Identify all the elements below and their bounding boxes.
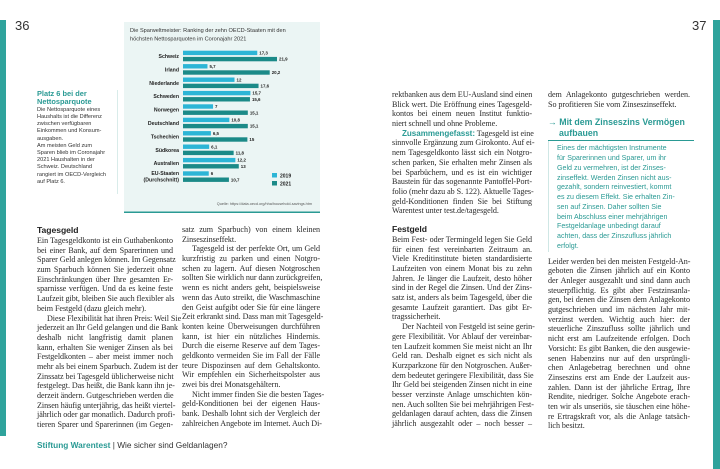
text-line: Durch die eiserne Reserve auf dem Tages- bbox=[182, 341, 320, 351]
category-label: (Durchschnitt) bbox=[143, 177, 179, 184]
data-label: 11,8 bbox=[235, 150, 244, 156]
paragraph bbox=[548, 90, 690, 109]
category-label: Schweiz bbox=[158, 54, 179, 60]
legend-swatch-2019 bbox=[272, 173, 277, 178]
text-line: satz zum Sparbuch) von einem kleinen bbox=[182, 225, 320, 234]
sidebar-line: rangiert im OECD-Vergleich bbox=[37, 171, 107, 178]
sidebar-line: 2021 Haushalten in der bbox=[37, 157, 95, 164]
page-number-right: 37 bbox=[692, 18, 707, 33]
data-label: 12,2 bbox=[237, 157, 246, 163]
text-line: zwei bis drei Monatsgehältern. bbox=[182, 380, 281, 389]
text-line: geld-Konditionen finden Sie bei Stiftung bbox=[392, 196, 532, 206]
page-number-left: 36 bbox=[15, 18, 30, 33]
category-label: Südkorea bbox=[155, 147, 179, 154]
left-edge-tab bbox=[0, 20, 6, 436]
text-line: Baustein für das sogenannte Pantoffel-Port- bbox=[392, 177, 532, 187]
text-column-2 bbox=[182, 225, 325, 428]
text-line: zahlen. Dann ist der jährliche Ertrag, Ihre bbox=[548, 382, 690, 392]
text-column-1 bbox=[37, 225, 182, 430]
text-line: Blick wert. Die Eröffnung eines Tagesgeld- bbox=[392, 99, 532, 109]
text-line: kann, erhalten Sie weniger Zinsen als bei bbox=[37, 342, 173, 352]
text-line: kontos bei einem neuen Institut funktio- bbox=[392, 109, 532, 119]
data-label: 5,7 bbox=[209, 63, 216, 69]
text-line: Einschränkungen über Ihre gesamten Er- bbox=[37, 274, 173, 284]
text-line: Ihr Geld bei steigenden Zinsen nicht in eine bbox=[392, 380, 532, 390]
text-line: mehr als bei einem Sparbuch. Zudem ist der bbox=[37, 361, 178, 371]
text-line bbox=[392, 129, 532, 139]
text-line: kann, ist hier ein nützliches Hindernis. bbox=[182, 331, 320, 341]
right-edge-tab bbox=[713, 20, 720, 469]
text-line: steuerliche Zinszufluss sollte jährlich und bbox=[548, 324, 690, 334]
bar-2021 bbox=[183, 164, 239, 168]
text-line: jährlich oder gar monatlich. Dadurch profi- bbox=[37, 410, 176, 420]
data-label: 17,3 bbox=[259, 50, 268, 56]
data-label: 7 bbox=[215, 104, 218, 110]
bar-2021 bbox=[183, 111, 248, 115]
text-line: geboten die Zinsen jährlich auf ein Konto bbox=[548, 266, 690, 276]
bar-2019 bbox=[183, 78, 235, 82]
text-line: Wir empfehlen ein Sicherheitspolster aus bbox=[182, 370, 320, 380]
bar-2021 bbox=[183, 84, 259, 88]
sidebar-title-line: Nettosparquote bbox=[37, 97, 92, 107]
category-label: Deutschland bbox=[147, 121, 179, 127]
text-line: gere Flexibilität. Vor Ablauf der vereinbar- bbox=[392, 331, 532, 341]
text-line: schen zu lagern. Auf diesen Notgroschen bbox=[182, 263, 320, 273]
bar-2019 bbox=[183, 158, 235, 162]
bar-2021 bbox=[183, 97, 250, 101]
data-label: 6,1 bbox=[211, 144, 218, 150]
text-line: Laufzeiten von einem Monat bis zu zehn bbox=[392, 264, 532, 273]
data-label: 15 bbox=[249, 137, 255, 143]
text-line: sollten Sie wirklich nur dann zurückgreifen, bbox=[182, 273, 323, 283]
text-line: senen Habenzins nur auf den ursprüngli- bbox=[548, 353, 690, 363]
category-label: Australien bbox=[153, 161, 179, 168]
bar-2019 bbox=[183, 91, 250, 95]
data-label: 6 bbox=[210, 171, 214, 177]
savings-chart bbox=[124, 22, 320, 213]
sidebar-body bbox=[37, 107, 117, 186]
tip-title-line: aufbauen bbox=[559, 127, 599, 138]
text-line: beim Festgeld (dazu gleich mehr). bbox=[37, 303, 147, 313]
paragraph bbox=[37, 313, 182, 430]
text-line: für einen fest vereinbarten Zeitraum an. bbox=[392, 244, 532, 254]
text-line: bank. Deshalb lohnt sich der Vergleich der bbox=[182, 409, 320, 419]
text-line: dem bedeutet geringere Flexibilität, dass Sie bbox=[392, 370, 534, 380]
text-line: sind in der Regel die Zinsen. Und der Zins- bbox=[392, 283, 532, 293]
chart-title: Die Sparweltmeister: Ranking der zehn OECD-Staaten mit den bbox=[130, 28, 286, 34]
bar-2021 bbox=[183, 178, 229, 182]
paragraph bbox=[182, 244, 324, 389]
text-column-4 bbox=[548, 90, 690, 431]
tip-line: beim Abschluss einer mehrjährigen bbox=[557, 212, 668, 221]
footer-separator: | bbox=[110, 440, 118, 450]
text-line: bei Sparbüchern, und es ist ein wichtiger bbox=[392, 167, 532, 177]
text-line: kurzfristig zu parken und einen Notgro- bbox=[182, 254, 320, 264]
text-line: gen, bei denen die Zinsen dem Anlagekonto bbox=[548, 295, 690, 305]
text-line: folio (mehr dazu ab S. 122). Aktuelle Tages- bbox=[392, 186, 534, 196]
text-line: schen parken, Sie erhalten mehr Zinsen als bbox=[392, 157, 532, 167]
category-label: Schweden bbox=[153, 94, 179, 101]
paragraph bbox=[392, 235, 532, 322]
paragraph bbox=[182, 389, 325, 429]
sidebar-line: Schweiz. Deutschland bbox=[37, 164, 93, 171]
data-label: 21,9 bbox=[279, 56, 288, 62]
text-line: Viele Kreditinstitute bieten standardisierte bbox=[392, 254, 532, 264]
category-label: Irland bbox=[164, 67, 179, 74]
data-label: 15,1 bbox=[249, 110, 259, 116]
tip-body bbox=[548, 141, 694, 251]
tip-line: Geld zu vermehren, ist der Zinses- bbox=[557, 163, 666, 172]
tip-line: für Sparerinnen und Sparer, um ihr bbox=[557, 154, 667, 163]
text-line: den Geist aufgibt oder Sie für eine längere bbox=[182, 302, 320, 312]
sidebar-line: Einkommen und Konsum- bbox=[37, 128, 102, 135]
text-line: satz ist, anders als beim Tagesgeld, über die bbox=[392, 293, 532, 303]
legend-label: 2019 bbox=[280, 173, 292, 180]
bar-2019 bbox=[183, 131, 211, 135]
text-line: Geld ran. Deshalb eignet es sich nicht als bbox=[392, 351, 532, 361]
text-line: Zinseszins erst am Ende der Laufzeit aus- bbox=[548, 372, 690, 382]
legend-label: 2021 bbox=[280, 181, 292, 188]
text-line: Leider werden bei den meisten Festgeld-An- bbox=[548, 256, 691, 266]
tip-line: gezahlt, sondern reinvestiert, kommt bbox=[557, 183, 672, 192]
footer-title: Wie sicher sind Geldanlagen? bbox=[117, 440, 228, 450]
text-line: Ein Tagesgeldkonto ist ein Guthabenkonto bbox=[37, 236, 173, 245]
arrow-right-icon: → bbox=[548, 117, 557, 128]
tip-line: zinseffekt. Werden Zinsen nicht aus- bbox=[557, 173, 672, 182]
text-line: Sparer Geld anlegen können. Im Gegensatz bbox=[37, 255, 176, 265]
text-line: gutgeschrieben und im nächsten Jahr mit- bbox=[548, 305, 690, 315]
sidebar-title-line: Platz 6 bei der bbox=[37, 89, 87, 98]
text-line: So profitieren Sie vom Zinseszinseffekt. bbox=[548, 99, 677, 109]
data-label: 15,1 bbox=[249, 123, 259, 129]
tip-line: Eines der mächtigsten Instrumente bbox=[557, 144, 667, 153]
text-line: Zinssatz bei Tagesgeld üblicherweise nicht bbox=[37, 371, 174, 381]
category-label: Tschechien bbox=[150, 134, 179, 141]
text-line: geldanlagen darauf achten, dass die Zinsen bbox=[392, 409, 532, 419]
bar-2019 bbox=[183, 118, 229, 122]
text-line: Laufzeit gibt, bleiben Sie auch flexibler als bbox=[37, 294, 175, 304]
text-line: Festgeldkonten – aber meist immer noch bbox=[37, 352, 173, 362]
tip-line: Festgeldanlage unbedingt darauf bbox=[557, 222, 661, 231]
text-line: Vorsicht: Es gibt Banken, die den ausgewie- bbox=[548, 343, 690, 353]
sidebar-line: Am meisten Geld zum bbox=[37, 142, 93, 149]
sidebar-line: Sparen blieb im Coronajahr bbox=[37, 150, 106, 157]
text-column-4-top bbox=[548, 90, 690, 109]
sidebar-note bbox=[37, 90, 118, 194]
tip-title bbox=[548, 117, 694, 141]
data-label: 15,7 bbox=[252, 90, 261, 96]
sidebar-line: Haushalts ist die Differenz bbox=[37, 114, 102, 121]
text-line: tragssicherheit. bbox=[392, 312, 441, 322]
data-label: 10,7 bbox=[230, 177, 240, 183]
text-line-content: Tagesgeld ist eine bbox=[474, 128, 534, 138]
text-line: gesamte Laufzeit garantiert. Das gibt Er- bbox=[392, 302, 532, 312]
sidebar-line: auf Platz 6. bbox=[37, 178, 65, 185]
text-line: rektbanken aus dem EU-Ausland sind einen bbox=[392, 90, 533, 99]
text-line: besser verzinste Anlage umschichten kön- bbox=[392, 389, 532, 399]
tip-line: es zu diesem Effekt. Sie erhalten Zin- bbox=[557, 193, 675, 202]
data-label: 13 bbox=[240, 163, 246, 169]
text-line: verzinst werden. Wichtig auch hier: der bbox=[548, 314, 690, 324]
tip-line: achten, dass der Zinszufluss jährlich bbox=[557, 232, 672, 241]
tip-line: sen auf Zinsen. Daher sollten Sie bbox=[557, 202, 662, 211]
text-line: sinnvolle Ergänzung zum Girokonto. Auf ei- bbox=[392, 138, 535, 148]
tip-box bbox=[548, 117, 694, 251]
tip-line: erfolgt. bbox=[557, 241, 579, 250]
sidebar-line: zwischen verfügbaren bbox=[37, 121, 92, 128]
section-heading: Tagesgeld bbox=[37, 225, 79, 235]
paragraph bbox=[182, 225, 320, 244]
bar-2021 bbox=[183, 124, 248, 128]
bar-2019 bbox=[183, 104, 213, 108]
data-label: 6,5 bbox=[212, 130, 220, 136]
section-heading: Festgeld bbox=[392, 223, 427, 234]
data-label: 10,8 bbox=[231, 117, 240, 123]
text-line: nicht erst am Laufzeitende erfolgen. Doch bbox=[548, 334, 690, 344]
category-label: Niederlande bbox=[149, 80, 179, 87]
text-line: teure Dispozinsen auf dem Gehaltskonto. bbox=[182, 360, 320, 370]
bar-2019 bbox=[183, 64, 207, 68]
text-line: Jahren. Je länger die Laufzeit, desto höher bbox=[392, 273, 532, 283]
sidebar-line: Die Nettosparquote eines bbox=[37, 106, 101, 113]
bar-2021 bbox=[183, 151, 234, 155]
text-line: ten Laufzeit kommen Sie meist nicht an Ihr bbox=[392, 341, 532, 351]
sidebar-title bbox=[37, 90, 117, 107]
paragraph-lead: Zusammengefasst: bbox=[402, 128, 475, 138]
running-footer bbox=[37, 440, 227, 450]
savings-chart-svg bbox=[124, 22, 320, 213]
text-column-4-bottom bbox=[548, 257, 690, 431]
bar-2019 bbox=[183, 171, 209, 175]
footer-brand: Stiftung Warentest bbox=[37, 440, 111, 450]
text-line: Kurzparkzone für den Notgroschen. Außer- bbox=[392, 360, 532, 370]
text-line: tieren Sparer und Sparerinnen (im Gegen- bbox=[37, 420, 173, 430]
text-line: Beim Fest- oder Termingeld legen Sie Geld bbox=[392, 234, 532, 244]
sidebar-line: ausgaben. bbox=[37, 135, 64, 142]
chart-bottom-rule bbox=[124, 212, 320, 214]
text-line: wenn es nicht anders geht, beispielsweise bbox=[182, 283, 320, 293]
text-line: jährlich ausgezahlt oder – noch besser – bbox=[392, 419, 532, 428]
text-line: Zeit erkrankt sind. Dass man mit Tagesgeld- bbox=[182, 312, 324, 322]
text-line: konten keine Überweisungen durchführen bbox=[182, 321, 320, 331]
text-line: Warentest unter test.de/tagesgeld. bbox=[392, 206, 499, 216]
category-label: Norwegen bbox=[153, 107, 179, 114]
text-column-3 bbox=[392, 90, 535, 429]
bar-2021 bbox=[183, 137, 247, 141]
paragraph bbox=[392, 128, 535, 216]
bar-2019 bbox=[183, 51, 257, 55]
text-line: Rendite, niedriger. Solche Angebote erach- bbox=[548, 392, 690, 402]
text-line: Zinsen häufig unterjährig, das heißt viertel- bbox=[37, 400, 176, 410]
text-line: derzeit ändern. Gutgeschrieben werden die bbox=[37, 391, 174, 400]
text-line: nem Tagesgeldkonto lässt sich ein Notgro- bbox=[392, 148, 532, 158]
text-line: jederzeit an Ihr Geld gelangen und die Bank bbox=[37, 323, 179, 333]
text-line: bei einer Bank, auf dem Sparerinnen und bbox=[37, 245, 173, 255]
chart-source: Quelle: https://data.oecd.org/hha/household-savings.htm bbox=[216, 202, 312, 206]
text-line: Diese Flexibilität hat ihren Preis: Weil Sie bbox=[47, 313, 182, 323]
paragraph bbox=[37, 236, 176, 314]
bar-2019 bbox=[183, 145, 209, 149]
paragraph bbox=[548, 257, 690, 431]
text-line: Nicht immer finden Sie die besten Tages- bbox=[192, 389, 325, 399]
text-line: geld-Konditionen bei der eigenen Haus- bbox=[182, 399, 320, 409]
text-line: dem Anlagekonto gutgeschrieben werden. bbox=[548, 90, 690, 99]
tip-title-line: Mit dem Zinseszins Vermögen bbox=[559, 117, 685, 128]
text-line: steuerpflichtig. Es gibt aber Festzinsanla- bbox=[548, 285, 690, 295]
data-label: 17,6 bbox=[260, 83, 270, 89]
bar-2021 bbox=[183, 57, 277, 61]
data-label: 15,6 bbox=[251, 96, 261, 102]
text-line: zum Sparbuch können Sie jederzeit ohne bbox=[37, 265, 173, 275]
legend-swatch-2021 bbox=[272, 181, 277, 186]
paragraph bbox=[392, 322, 535, 429]
bar-2021 bbox=[183, 70, 270, 74]
text-line: Tagesgeld ist der perfekte Ort, um Geld bbox=[192, 244, 320, 254]
text-line: re Ertragskraft vor, als die Anlage tatsäch- bbox=[548, 411, 690, 421]
text-line: chen Anlagebetrag berechnen und ohne bbox=[548, 363, 690, 373]
text-line: deshalb nicht langfristig damit planen bbox=[37, 332, 173, 342]
text-line: Der Nachteil von Festgeld ist seine gerin- bbox=[402, 322, 535, 332]
spacer bbox=[392, 216, 532, 224]
paragraph bbox=[392, 90, 532, 129]
text-line: der Anleger ausgezahlt und sind dann auch bbox=[548, 276, 690, 285]
chart-title: höchsten Nettosparquoten im Coronajahr 2021 bbox=[130, 36, 247, 43]
text-line: Zinseszinseffekt. bbox=[182, 234, 237, 244]
data-label: 20,2 bbox=[271, 70, 281, 76]
text-line: niert schnell und ohne Probleme. bbox=[392, 119, 498, 129]
text-line: festgelegt. Das heißt, die Bank kann ihn je- bbox=[37, 381, 175, 391]
category-label: EU-Staaten bbox=[151, 171, 179, 178]
text-line: lich besitzt. bbox=[548, 421, 585, 431]
text-line: ten wir als unseriös, sie täuschen eine höhe- bbox=[548, 401, 690, 411]
data-label: 12 bbox=[236, 77, 242, 83]
text-line: zahlreichen Angebote im Internet. Auch Di- bbox=[182, 418, 322, 428]
text-line: sparnisse verfügen. Und da es keine feste bbox=[37, 284, 173, 294]
text-line: geldkonto vermeiden Sie im Fall der Fälle bbox=[182, 350, 320, 360]
text-line: nen. Auch sollten Sie bei mehrjährigen Fest- bbox=[392, 399, 534, 409]
text-line: wenn das Auto streikt, die Waschmaschine bbox=[182, 292, 320, 302]
